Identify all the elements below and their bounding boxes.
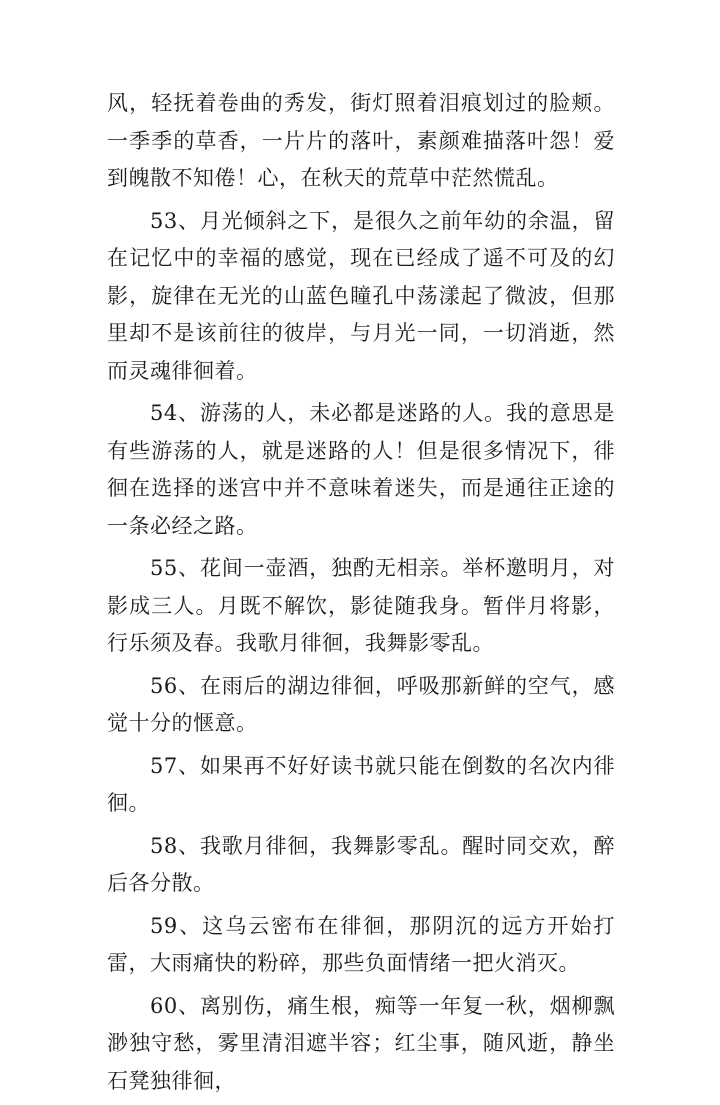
- paragraph-53: 53、月光倾斜之下，是很久之前年幼的余温，留在记忆中的幸福的感觉，现在已经成了遥不可及的幻影，旋律在无光的山蓝色瞳孔中荡漾起了微波，但那里却不是该前往的彼岸，与月光一同，一切消逝，然而灵魂徘徊着。: [107, 208, 615, 383]
- paragraph-55: 55、花间一壶酒，独酌无相亲。举杯邀明月，对影成三人。月既不解饮，影徒随我身。暂伴月将影，行乐须及春。我歌月徘徊，我舞影零乱。: [107, 556, 615, 655]
- paragraph-58: 58、我歌月徘徊，我舞影零乱。醒时同交欢，醉后各分散。: [107, 833, 615, 895]
- paragraph-54: 54、游荡的人，未必都是迷路的人。我的意思是有些游荡的人，就是迷路的人！但是很多情况下，徘徊在选择的迷宫中并不意味着迷失，而是通往正途的一条必经之路。: [107, 401, 615, 538]
- document-body: [107, 85, 615, 1105]
- paragraph-56: 56、在雨后的湖边徘徊，呼吸那新鲜的空气，感觉十分的惬意。: [107, 673, 615, 735]
- paragraph-57: 57、如果再不好好读书就只能在倒数的名次内徘徊。: [107, 753, 615, 815]
- paragraph-60: 60、离别伤，痛生根，痴等一年复一秋，烟柳飘渺独守愁，雾里清泪遮半容；红尘事，随风逝，静坐石凳独徘徊，: [107, 993, 615, 1093]
- paragraph-59: 59、这乌云密布在徘徊，那阴沉的远方开始打雷，大雨痛快的粉碎，那些负面情绪一把火消灭。: [107, 913, 615, 975]
- paragraph-continued: 风，轻抚着卷曲的秀发，街灯照着泪痕划过的脸颊。一季季的草香，一片片的落叶，素颜难描落叶怨！爱到魄散不知倦！心，在秋天的荒草中茫然慌乱。: [107, 91, 615, 190]
